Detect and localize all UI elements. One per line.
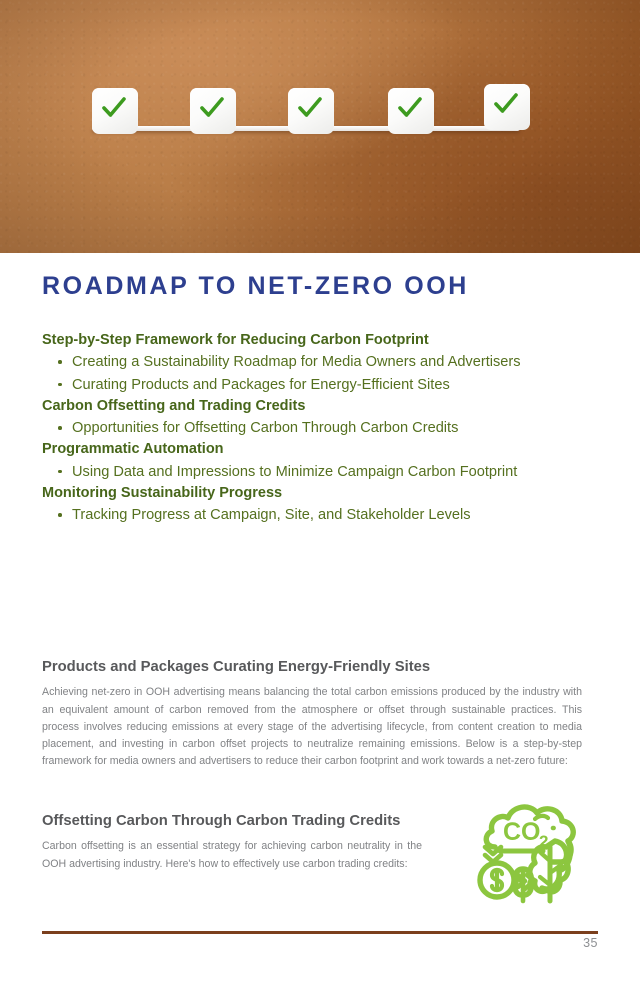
section-products-and-packages: [42, 658, 582, 771]
framework-outline: [42, 331, 582, 528]
list-item-label: Opportunities for Offsetting Carbon Through Carbon Credits: [72, 420, 459, 437]
co2-offset-icon: [473, 795, 585, 907]
footer-divider: [42, 931, 598, 934]
section-heading: Offsetting Carbon Through Carbon Trading Credits: [42, 813, 401, 829]
list-item: [42, 374, 582, 396]
outline-list: [42, 461, 582, 483]
outline-list: [42, 504, 582, 526]
outline-list: [42, 351, 582, 395]
co2-subscript: 2: [539, 832, 549, 851]
section-paragraph: Carbon offsetting is an essential strategy for achieving carbon neutrality in the OOH advertising industry. Here's how to effectively use carbon trading credits:: [42, 840, 422, 870]
list-item-label: Using Data and Impressions to Minimize Campaign Carbon Footprint: [72, 463, 518, 480]
section-offsetting-carbon: [42, 812, 422, 873]
outline-heading: Programmatic Automation: [42, 441, 224, 458]
list-item: [42, 351, 582, 373]
list-item-label: Curating Products and Packages for Energy-Efficient Sites: [72, 376, 450, 393]
outline-heading: Monitoring Sustainability Progress: [42, 484, 283, 501]
page-number: 35: [583, 936, 598, 950]
page-title: ROADMAP TO NET-ZERO OOH: [42, 272, 469, 300]
list-item: [42, 417, 582, 439]
list-item: [42, 461, 582, 483]
outline-heading: Carbon Offsetting and Trading Credits: [42, 397, 306, 414]
list-item-label: Tracking Progress at Campaign, Site, and Stakeholder Levels: [72, 507, 471, 524]
list-item: [42, 504, 582, 526]
outline-list: [42, 417, 582, 439]
section-heading: Products and Packages Curating Energy-Friendly Sites: [42, 659, 431, 675]
co2-label: CO: [503, 818, 541, 846]
hero-vignette: [0, 0, 640, 253]
section-paragraph: Achieving net-zero in OOH advertising means balancing the total carbon emissions produced by the industry with an equivalent amount of carbon removed from the atmosphere or offset through sustainable practices. This process involves reducing emissions at every stage of the advertising lifecycle, from content creation to media placement, and investing in carbon offset projects to neutralize remaining emissions. Below is a step-by-step framework for media owners and advertisers to reduce their carbon footprint and work towards a net-zero future:: [42, 686, 582, 768]
hero-image: [0, 0, 640, 253]
list-item-label: Creating a Sustainability Roadmap for Media Owners and Advertisers: [72, 354, 521, 371]
outline-heading: Step-by-Step Framework for Reducing Carbon Footprint: [42, 332, 429, 348]
